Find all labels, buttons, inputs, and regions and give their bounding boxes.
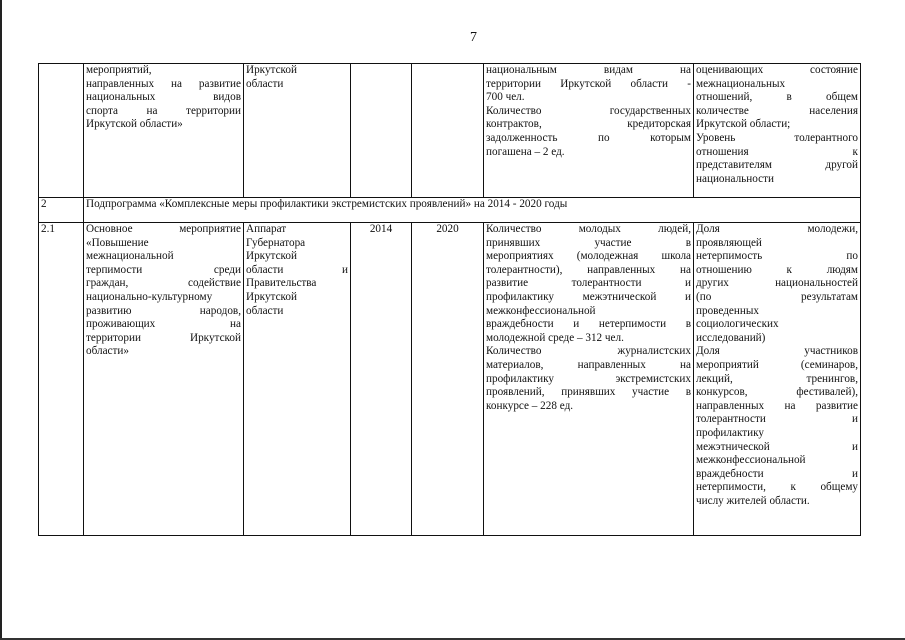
- text-line: «Повышение: [86, 236, 149, 249]
- text-line: Иркутской: [246, 64, 297, 76]
- cell-results: [484, 223, 694, 536]
- cell-num: 2.1: [39, 223, 84, 536]
- text-line: территории Иркутской области -: [486, 77, 691, 90]
- text-line: числу жителей области.: [696, 494, 810, 507]
- text-line: Аппарат: [246, 223, 287, 235]
- text-line: проживающих на: [86, 318, 241, 331]
- text-line: национально-культурному: [86, 290, 213, 303]
- text-line: области»: [86, 345, 129, 358]
- cell-results: [484, 64, 694, 198]
- text-line: конкурсе – 228 ед.: [486, 399, 574, 412]
- text-line: Иркутской: [246, 250, 297, 263]
- text-line: Количество государственных: [486, 104, 691, 117]
- scan-edge-left: [0, 0, 2, 640]
- text-line: Уровень толерантного: [696, 131, 858, 144]
- text-line: Иркутской: [246, 290, 297, 303]
- text-line: профилактику экстремистских: [486, 372, 691, 385]
- text-line: молодежной среде – 312 чел.: [486, 331, 624, 344]
- text-line: Основное мероприятие: [86, 223, 241, 235]
- cell-end-year: [412, 64, 484, 198]
- text-line: толерантности и: [696, 413, 858, 426]
- text-line: направленных на развитие: [696, 399, 858, 412]
- text-line: граждан, содействие: [86, 277, 241, 290]
- text-line: Иркутской области»: [86, 118, 183, 131]
- text-line: проведенных: [696, 304, 759, 317]
- text-line: межэтнической и: [696, 440, 858, 453]
- text-line: других национальностей: [696, 277, 858, 290]
- text-line: контрактов, кредиторская: [486, 118, 691, 131]
- cell-indicators: [694, 223, 861, 536]
- text-line: отношению к людям: [696, 263, 858, 276]
- text-line: развитие толерантности и: [486, 277, 691, 290]
- text-line: отношения к: [696, 145, 858, 158]
- text-line: терпимости среди: [86, 263, 241, 276]
- text-line: погашена – 2 ед.: [486, 145, 565, 158]
- text-line: конкурсов, фестивалей),: [696, 386, 858, 399]
- text-line: мероприятий,: [86, 64, 152, 76]
- text-line: принявших участие в: [486, 236, 691, 249]
- program-table: [38, 63, 861, 536]
- text-line: области: [246, 77, 284, 90]
- text-line: враждебности и нетерпимости в: [486, 318, 691, 331]
- text-line: территории Иркутской: [86, 331, 241, 344]
- text-line: оценивающих состояние: [696, 64, 858, 76]
- cell-executor: [244, 223, 351, 536]
- text-line: мероприятий (семинаров,: [696, 358, 858, 371]
- text-line: Количество журналистских: [486, 345, 691, 358]
- text-line: проявляющей: [696, 236, 762, 249]
- text-line: Правительства: [246, 277, 317, 290]
- subprogram-title: Подпрограмма «Комплексные меры профилактики экстремистских проявлений» на 2014 - 2020 годы: [84, 198, 861, 223]
- page-number: 7: [470, 30, 477, 45]
- text-line: отношений, в общем: [696, 91, 858, 104]
- text-line: нетерпимости, к общему: [696, 481, 858, 494]
- text-line: развитию народов,: [86, 304, 241, 317]
- cell-measure: [84, 64, 244, 198]
- text-line: области и: [246, 263, 348, 276]
- text-line: профилактику межэтнической и: [486, 290, 691, 303]
- text-line: Иркутской области;: [696, 118, 791, 131]
- text-line: представителям другой: [696, 159, 858, 172]
- text-line: спорта на территории: [86, 104, 241, 117]
- text-line: Количество молодых людей,: [486, 223, 691, 235]
- text-line: нетерпимость по: [696, 250, 858, 263]
- text-line: материалов, направленных на: [486, 358, 691, 371]
- cell-num: [39, 64, 84, 198]
- text-line: 700 чел.: [486, 91, 525, 104]
- text-line: национальным видам на: [486, 64, 691, 76]
- table-row-2-1: [39, 223, 861, 536]
- text-line: национальности: [696, 172, 774, 185]
- text-line: толерантности), направленных на: [486, 263, 691, 276]
- table-row-continuation: [39, 64, 861, 198]
- text-line: проявлений, принявших участие в: [486, 386, 691, 399]
- cell-indicators: [694, 64, 861, 198]
- cell-measure: [84, 223, 244, 536]
- table-row-subprogram: [39, 198, 861, 223]
- text-line: задолженность по которым: [486, 131, 691, 144]
- cell-end-year: 2020: [412, 223, 484, 536]
- text-line: (по результатам: [696, 290, 858, 303]
- text-line: межнациональной: [86, 250, 174, 263]
- text-line: межнациональных: [696, 77, 786, 90]
- text-line: количестве населения: [696, 104, 858, 117]
- text-line: лекций, тренингов,: [696, 372, 858, 385]
- text-line: враждебности и: [696, 467, 858, 480]
- text-line: Доля участников: [696, 345, 858, 358]
- text-line: исследований): [696, 331, 766, 344]
- cell-start-year: 2014: [351, 223, 412, 536]
- cell-num: 2: [39, 198, 84, 223]
- text-line: профилактику: [696, 426, 764, 439]
- text-line: межконфессиональной: [486, 304, 596, 317]
- text-line: межконфессиональной: [696, 454, 806, 467]
- text-line: национальных видов: [86, 91, 241, 104]
- text-line: Губернатора: [246, 236, 306, 249]
- text-line: области: [246, 304, 284, 317]
- text-line: социологических: [696, 318, 779, 331]
- text-line: направленных на развитие: [86, 77, 241, 90]
- cell-start-year: [351, 64, 412, 198]
- cell-executor: [244, 64, 351, 198]
- text-line: Доля молодежи,: [696, 223, 858, 235]
- text-line: мероприятиях (молодежная школа: [486, 250, 691, 263]
